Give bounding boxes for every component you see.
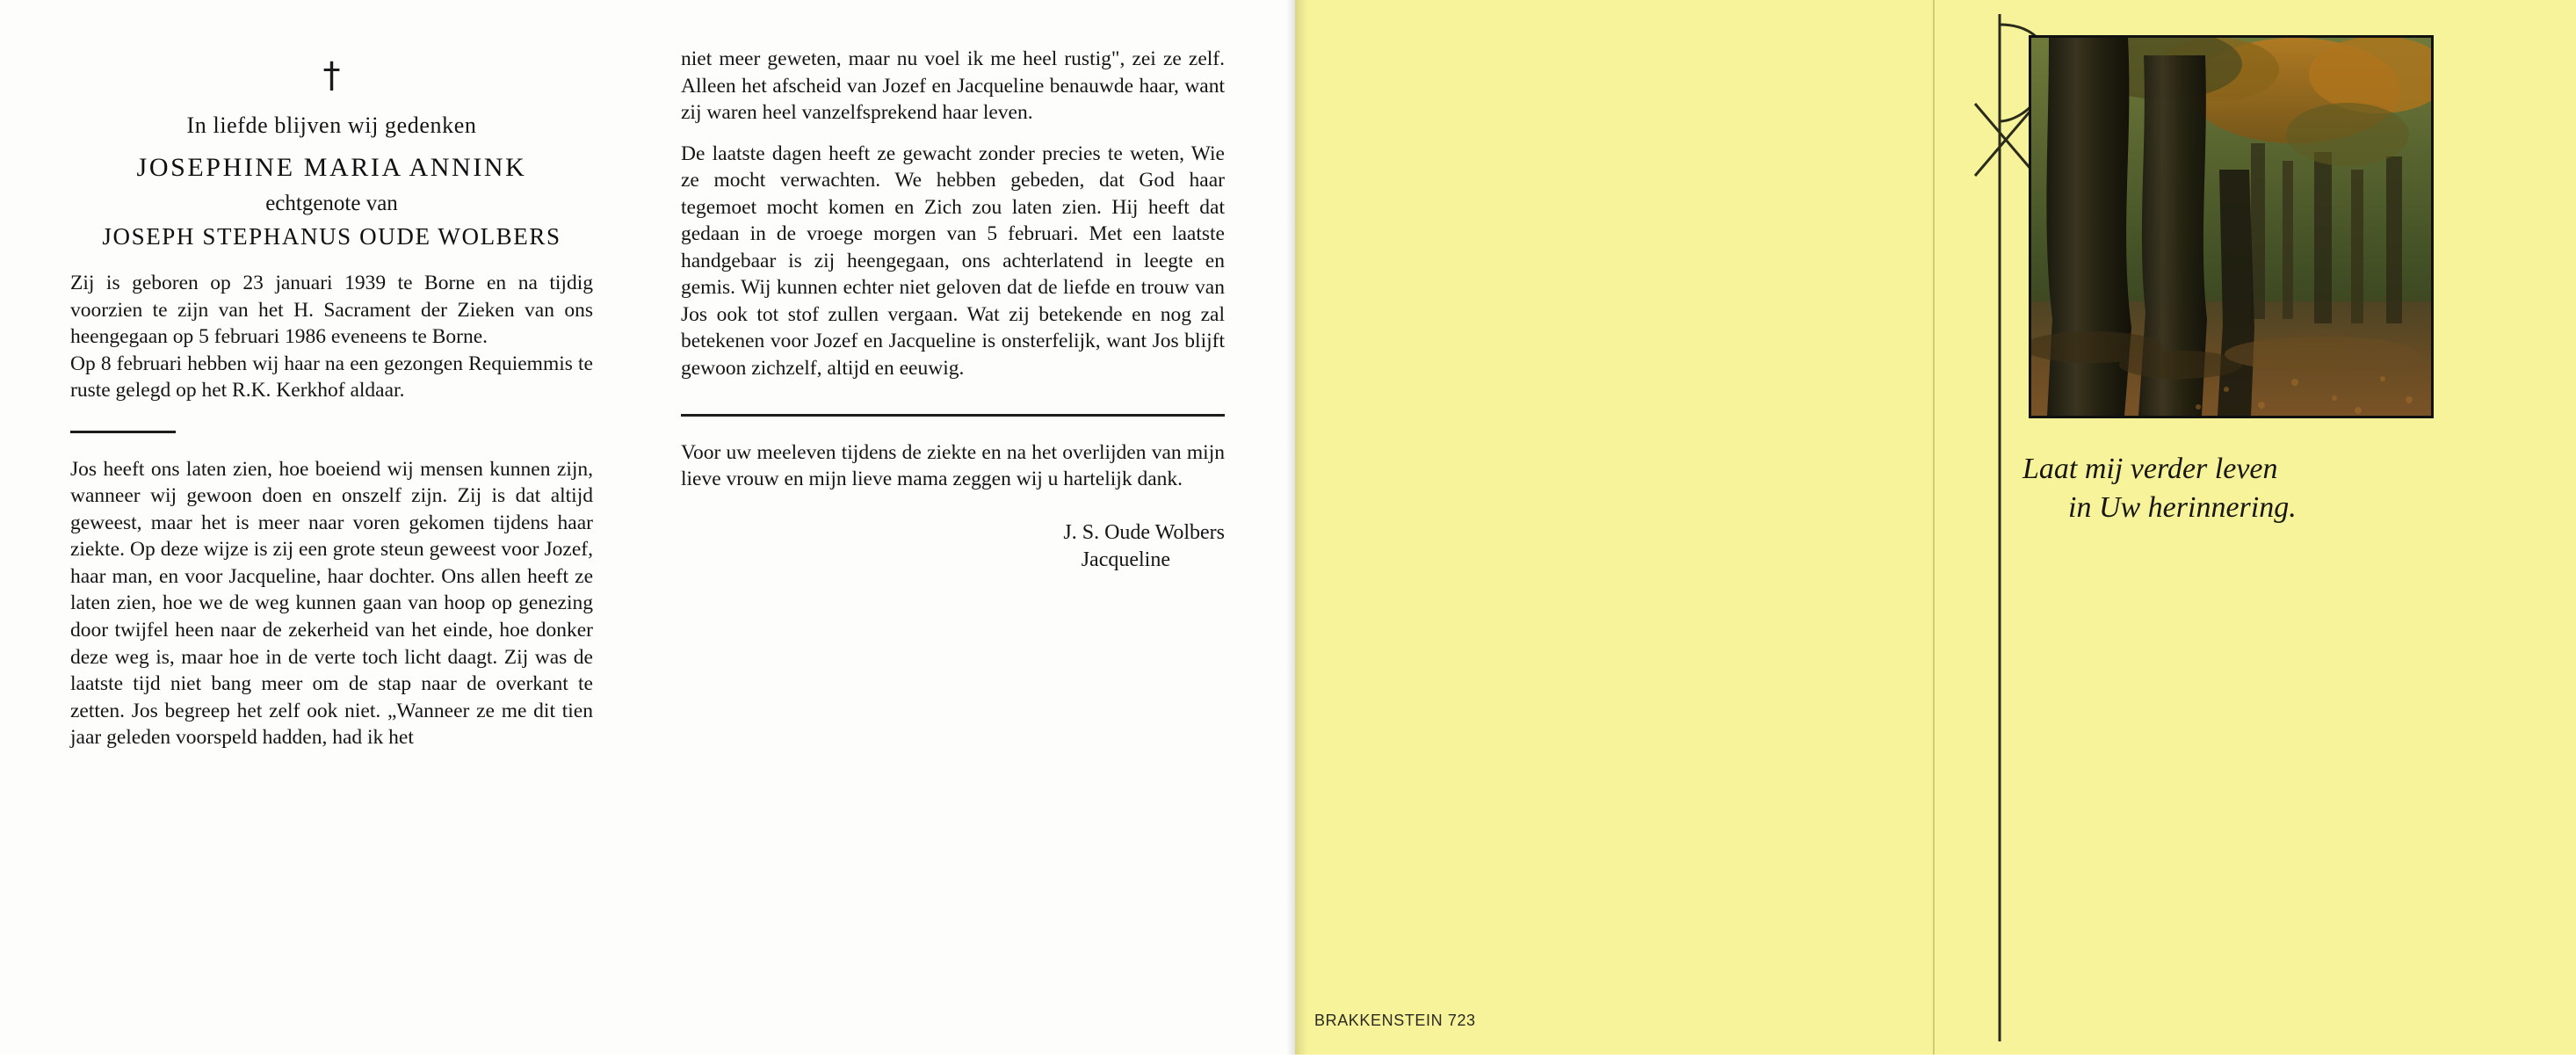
memorial-paragraph-1: niet meer geweten, maar nu voel ik me heel rustig", zei ze zelf. Alleen het afscheid van Jozef en Jacqueline benauwde haar, want zij waren heel vanzelfsprekend haar leven.	[681, 47, 1225, 125]
lead-text: In liefde blijven wij gedenken	[186, 112, 477, 138]
yellow-cover	[1295, 0, 2576, 1055]
autumn-forest-photo	[2029, 35, 2434, 418]
spouse-name: JOSEPH STEPHANUS OUDE WOLBERS	[102, 223, 561, 250]
yellow-blank-panel	[1295, 0, 1945, 1055]
thanks-paragraph: Voor uw meeleven tijdens de ziekte en na het overlijden van mijn lieve vrouw en mijn lieve mama zeggen wij u hartelijk dank.	[681, 440, 1225, 491]
deceased-name: JOSEPHINE MARIA ANNINK	[136, 153, 527, 182]
memorial-verse	[2022, 450, 2497, 527]
biography-paragraph-2: Op 8 februari hebben wij haar na een gezongen Requiemmis te ruste gelegd op het R.K. Kerkhof aldaar.	[70, 352, 593, 403]
verse-line-1: Laat mij verder leven	[2022, 453, 2278, 485]
cross-icon: †	[322, 55, 341, 96]
biography-paragraph-1: Zij is geboren op 23 januari 1939 te Borne en na tijdig voorzien te zijn van het H. Sacrament der Zieken van ons heengegaan op 5 februari 1986 eveneens te Borne.	[70, 272, 593, 349]
signature-block	[681, 519, 1225, 575]
page-right	[648, 0, 1295, 1055]
divider-long	[681, 414, 1225, 417]
verse-line-2: in Uw herinnering.	[2068, 491, 2297, 525]
signature-line-1: J. S. Oude Wolbers	[1063, 520, 1225, 544]
yellow-front-panel	[1945, 0, 2576, 1055]
printer-mark: BRAKKENSTEIN 723	[1314, 1012, 1476, 1029]
signature-line-2: Jacqueline	[1081, 548, 1170, 572]
fold-crease	[1933, 0, 1935, 1055]
memorial-body-text: Jos heeft ons laten zien, hoe boeiend wij mensen kunnen zijn, wanneer wij gewoon doen en onszelf zijn. Zij is dat altijd geweest, maar het is meer naar voren gekomen tijdens haar ziekte. Op deze wijze is zij een grote steun geweest voor Jozef, haar man, en voor Jacqueline, haar dochter. Ons allen heeft ze laten zien, hoe we de weg kunnen gaan van hoop op genezing door twijfel heen naar de zekerheid van het einde, hoe donker deze weg is, maar hoe in de verte toch licht daagt. Zij was de laatste tijd niet bang meer om de stap naar de overkant te zetten. Jos begreep het zelf ook niet. „Wanneer ze me dit tien jaar geleden voorspeld hadden, had ik het	[70, 457, 593, 750]
divider-short	[70, 431, 176, 433]
memorial-paragraph-2: De laatste dagen heeft ze gewacht zonder precies te weten, Wie ze mocht verwachten. We hebben gebeden, dat God haar tegemoet mocht komen en Zich zou laten zien. Hij heeft dat gedaan in de vroege morgen van 5 februari. Met een laatste handgebaar is zij heengegaan, ons achterlatend in leegte en gemis. Wij kunnen echter niet geloven dat de liefde en trouw van Jos ook tot stof zullen vergaan. Wat zij betekende en nog zal betekenen voor Jozef en Jacqueline is onsterfelijk, want Jos blijft gewoon zichzelf, altijd en eeuwig.	[681, 141, 1225, 381]
spouse-label: echtgenote van	[265, 192, 398, 215]
page-left	[0, 0, 648, 1055]
